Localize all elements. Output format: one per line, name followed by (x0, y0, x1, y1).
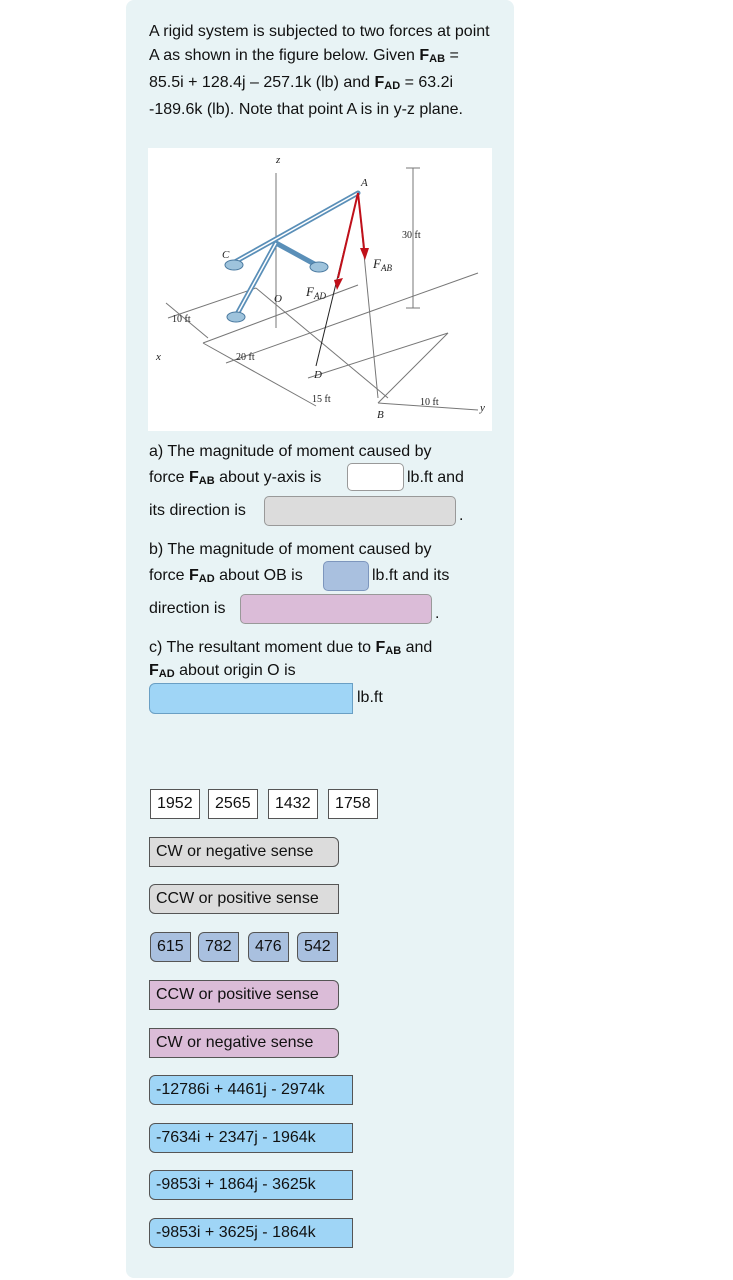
point-o-label: O (274, 293, 282, 305)
part-c-resultant-dropzone[interactable] (149, 683, 353, 714)
choice-a-dir-ccw[interactable]: CCW or positive sense (149, 884, 339, 914)
choice-a-mag-2565[interactable]: 2565 (208, 789, 258, 819)
part-b-unit: lb.ft and its (372, 567, 450, 584)
choice-a-dir-cw[interactable]: CW or negative sense (149, 837, 339, 867)
choice-a-mag-1432[interactable]: 1432 (268, 789, 318, 819)
part-b-line2: force FAD about OB is (149, 567, 303, 585)
point-b-label: B (377, 409, 384, 421)
choice-a-mag-1952[interactable]: 1952 (150, 789, 200, 819)
part-c-unit: lb.ft (357, 689, 383, 706)
part-a-magnitude-dropzone[interactable] (347, 463, 404, 491)
choice-b-mag-542[interactable]: 542 (297, 932, 338, 962)
dim-20ft: 20 ft (236, 352, 255, 363)
part-b-magnitude-dropzone[interactable] (323, 561, 369, 591)
choice-b-mag-782[interactable]: 782 (198, 932, 239, 962)
part-a-line2: force FAB about y-axis is (149, 469, 322, 487)
part-b-direction-dropzone[interactable] (240, 594, 432, 624)
choice-c-vec-2[interactable]: -7634i + 2347j - 1964k (149, 1123, 353, 1153)
point-a-label: A (361, 177, 368, 189)
choice-b-mag-476[interactable]: 476 (248, 932, 289, 962)
choice-c-vec-1[interactable]: -12786i + 4461j - 2974k (149, 1075, 353, 1105)
choice-b-mag-615[interactable]: 615 (150, 932, 191, 962)
dim-10ft-left: 10 ft (172, 314, 191, 325)
choice-b-dir-cw[interactable]: CW or negative sense (149, 1028, 339, 1058)
part-a-direction-dropzone[interactable] (264, 496, 456, 526)
dim-10ft-right: 10 ft (420, 397, 439, 408)
dim-30ft: 30 ft (402, 230, 421, 241)
part-b-period: . (435, 605, 440, 622)
dim-15ft: 15 ft (312, 394, 331, 405)
choice-b-dir-ccw[interactable]: CCW or positive sense (149, 980, 339, 1010)
fab-label: $F_{AB}$ (373, 256, 392, 273)
axis-z-label: z (276, 154, 281, 166)
part-c-line1: c) The resultant moment due to FAB and (149, 639, 433, 657)
choice-c-vec-4[interactable]: -9853i + 3625j - 1864k (149, 1218, 353, 1248)
question-text: A rigid system is subjected to two forces at point A as shown in the figure below. Given FAB = 85.5i + 128.4j – 257.1k (lb) and FAD = 63.2i -189.6k (lb). Note that point A is in y-z plane. (149, 23, 490, 118)
part-b-direction-label: direction is (149, 600, 226, 617)
part-b-line1: b) The magnitude of moment caused by (149, 541, 432, 558)
part-c-line2: FAD about origin O is (149, 662, 296, 680)
part-a-period: . (459, 507, 464, 524)
axis-x-label: x (156, 351, 161, 363)
part-a-line1: a) The magnitude of moment caused by (149, 443, 432, 460)
point-c-label: C (222, 249, 230, 261)
part-a-unit: lb.ft and (407, 469, 464, 486)
fad-label: $F_{AD}$ (306, 284, 326, 301)
point-d-label: D (314, 369, 322, 381)
mechanics-figure (148, 148, 492, 431)
choice-a-mag-1758[interactable]: 1758 (328, 789, 378, 819)
choice-c-vec-3[interactable]: -9853i + 1864j - 3625k (149, 1170, 353, 1200)
part-a-direction-label: its direction is (149, 502, 246, 519)
axis-y-label: y (480, 402, 485, 414)
